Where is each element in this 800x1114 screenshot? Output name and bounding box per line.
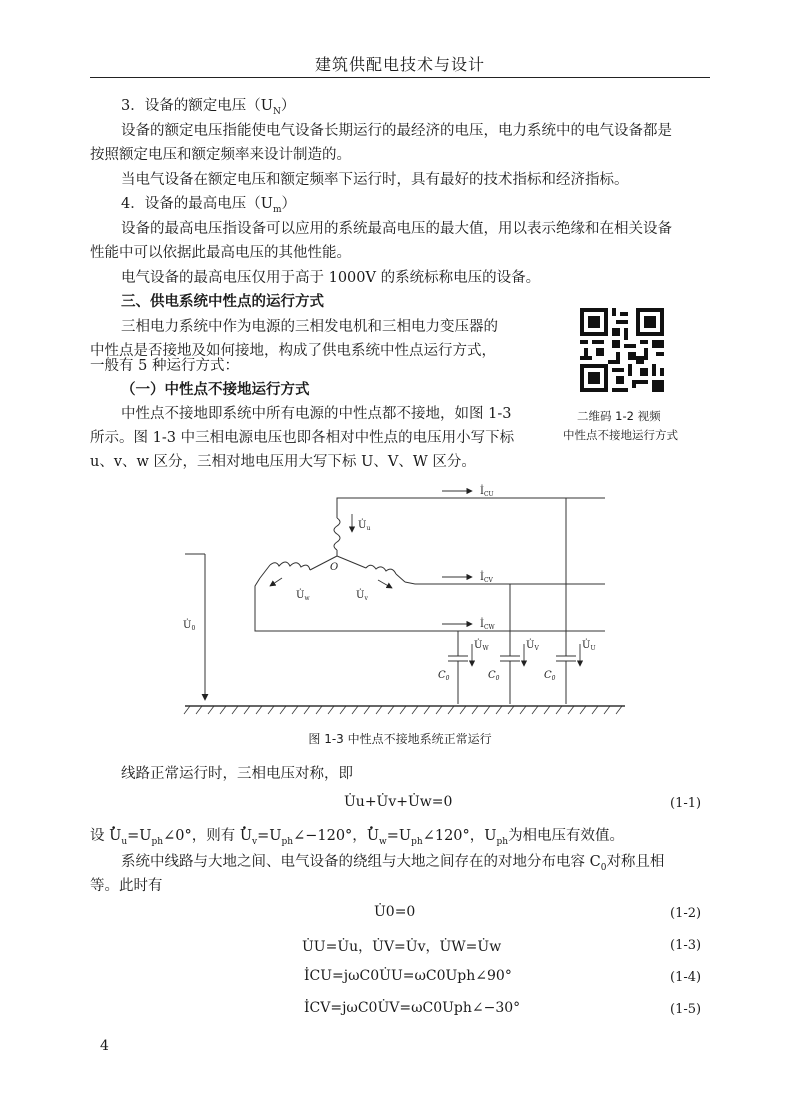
label-i-cu: $İ_{CU}$ [480, 486, 494, 498]
figure-caption: 图 1-3 中性点不接地系统正常运行 [308, 732, 492, 746]
subsection-heading: （一）中性点不接地运行方式 [121, 382, 310, 398]
paragraph-line: 一般有 5 种运行方式： [90, 358, 239, 374]
page-number: 4 [100, 1038, 109, 1054]
coil-w [270, 562, 310, 570]
label-cap-v: $U̇_V$ [526, 640, 539, 652]
label-u-v: $U̇_v$ [356, 590, 368, 602]
equation-number: (1-5) [670, 1002, 702, 1017]
paragraph-line: 电气设备的最高电压仅用于高于 1000V 的系统标称电压的设备。 [121, 270, 541, 286]
coil-u [334, 518, 340, 550]
paragraph-line: 按照额定电压和额定频率来设计制造的。 [90, 147, 351, 163]
paragraph-line-phase-definition: 设 · $U_u=U_{ph}\angle 0^\circ$，则有 · $U_v=U_{ph}\angle-120^\circ$，· $U_w=U_{ph}\angle 120^\circ$，$U_{ph}$为相电压有效值。 [90, 826, 624, 852]
qr-code-image[interactable] [580, 308, 664, 392]
subheading-rated-voltage: 3．设备的额定电压$(U_N)$ [121, 98, 296, 117]
figure-circuit-diagram [180, 478, 630, 718]
line-w-conductor [255, 578, 605, 631]
paragraph-line: 三相电力系统中作为电源的三相发电机和三相电力变压器的 [121, 319, 498, 335]
qr-caption-line2: 中性点不接地运行方式 [563, 428, 678, 442]
label-c0-u: $C_0$ [544, 670, 556, 682]
equation-1-2: U̇0=0 [374, 904, 416, 920]
label-u-w: $U̇_w$ [296, 590, 310, 602]
paragraph-line: 系统中线路与大地之间、电气设备的绕组与大地之间存在的对地分布电容 $C_0$对称且相 [121, 854, 665, 873]
label-cap-w: $U̇_W$ [474, 640, 489, 652]
label-neutral-o: O [330, 562, 339, 573]
line-u-conductor [337, 498, 605, 518]
label-u-0: $U̇_0$ [183, 620, 196, 632]
paragraph-line: 线路正常运行时，三相电压对称，即 [121, 766, 353, 782]
paragraph-line: 设备的额定电压指能使电气设备长期运行的最经济的电压，电力系统中的电气设备都是 [121, 123, 672, 139]
label-i-cv: $İ_{CV}$ [480, 572, 493, 584]
coil-v [366, 565, 396, 574]
label-u-u: $U̇_u$ [358, 520, 371, 532]
paragraph-line: 设备的最高电压指设备可以应用的系统最高电压的最大值，用以表示绝缘和在相关设备 [121, 221, 672, 237]
label-c0-w: $C_0$ [438, 670, 450, 682]
header-rule [90, 77, 710, 78]
equation-number: (1-2) [670, 906, 702, 921]
paragraph-line: 中性点不接地即系统中所有电源的中性点都不接地，如图 1-3 [121, 406, 512, 422]
equation-1-5: İCV=jωC0U̇V=ωC0Uph∠−30° [304, 1000, 521, 1016]
equation-1-1: U̇u+U̇v+U̇w=0 [344, 794, 453, 810]
equation-number: (1-4) [670, 970, 702, 985]
equation-number: (1-1) [670, 796, 702, 811]
equation-1-3: U̇U=U̇u，U̇V=U̇v，U̇W=U̇w [302, 939, 502, 955]
paragraph-line: 等。此时有 [90, 878, 163, 894]
paragraph-line: 当电气设备在额定电压和额定频率下运行时，具有最好的技术指标和经济指标。 [121, 172, 629, 188]
paragraph-line: 性能中可以依据此最高电压的其他性能。 [90, 245, 351, 261]
subheading-max-voltage: 4．设备的最高电压$(U_m)$ [121, 196, 296, 215]
label-cap-u: $U̇_U$ [582, 640, 596, 652]
paragraph-line: u、v、w 区分，三相对地电压用大写下标 U、V、W 区分。 [90, 454, 476, 470]
label-i-cw: $İ_{CW}$ [480, 619, 495, 631]
label-c0-v: $C_0$ [488, 670, 500, 682]
paragraph-line: 中性点是否接地及如何接地，构成了供电系统中性点运行方式， [90, 343, 496, 359]
equation-1-4: İCU=jωC0U̇U=ωC0Uph∠90° [304, 968, 512, 984]
paragraph-line: 所示。图 1-3 中三相电源电压也即各相对中性点的电压用小写下标 [90, 430, 515, 446]
page-header-title: 建筑供配电技术与设计 [314, 55, 485, 74]
equation-number: (1-3) [670, 938, 702, 953]
section-heading: 三、供电系统中性点的运行方式 [121, 294, 324, 310]
line-v-conductor [405, 582, 605, 584]
qr-caption-line1: 二维码 1-2 视频 [577, 409, 661, 423]
